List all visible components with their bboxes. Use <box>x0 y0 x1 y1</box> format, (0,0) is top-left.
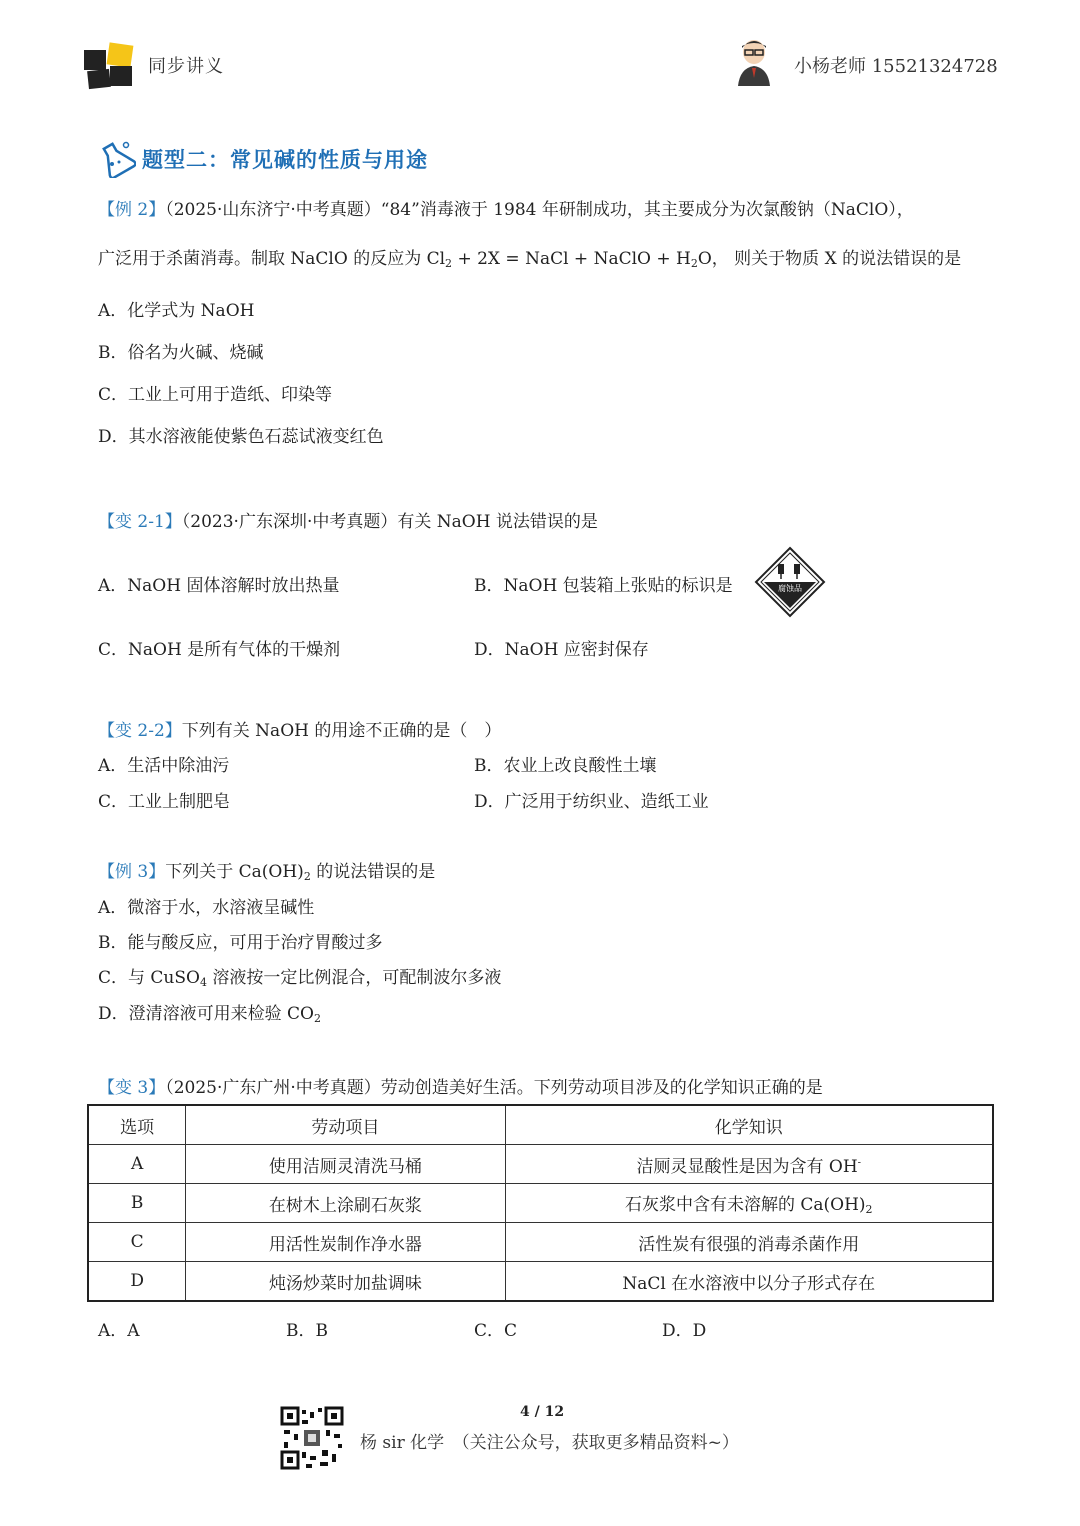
hazard-label: 腐蚀品 <box>778 584 802 593</box>
ex2-option-c: C．工业上可用于造纸、印染等 <box>98 385 333 405</box>
v22-tag: 【变 2-2】 <box>98 721 182 741</box>
v21-option-d: D．NaOH 应密封保存 <box>474 640 649 660</box>
table-header-cell: 化学知识 <box>505 1105 993 1145</box>
table-cell-sup: - <box>857 1156 862 1168</box>
ex2-tag: 【例 2】 <box>98 200 166 220</box>
ex3-question <box>98 857 435 883</box>
table-cell: 在树木上涂刷石灰浆 <box>186 1184 505 1223</box>
ex3-option-c-a: C．与 CuSO <box>98 968 200 988</box>
v22-text: 下列有关 NaOH 的用途不正确的是（ ） <box>181 721 502 741</box>
table-row <box>88 1145 993 1184</box>
table-cell-text: 石灰浆中含有未溶解的 Ca(OH) <box>624 1195 866 1215</box>
table-cell: 使用洁厕灵清洗马桶 <box>186 1145 505 1184</box>
ex2-line1 <box>98 195 914 220</box>
ex2-line2-sub2: 2 <box>690 257 698 270</box>
ex3-text-a: 下列关于 Ca(OH) <box>165 862 304 882</box>
table-cell <box>505 1145 993 1184</box>
ex2-line2-a: 广泛用于杀菌消毒。制取 NaClO 的反应为 Cl <box>98 249 446 269</box>
ex2-text1: （2025·山东济宁·中考真题）“84”消毒液于 1984 年研制成功，其主要成分为次氯酸钠（NaClO）， <box>165 200 914 220</box>
ex3-option-d-sub: 2 <box>313 1012 321 1025</box>
footer-text: 杨 sir 化学 （关注公众号，获取更多精品资料~） <box>360 1433 739 1453</box>
v21-tag: 【变 2-1】 <box>98 512 182 532</box>
table-cell: 活性炭有很强的消毒杀菌作用 <box>505 1223 993 1262</box>
v21-option-b: B．NaOH 包装箱上张贴的标识是 <box>474 576 733 596</box>
ex2-option-b: B．俗名为火碱、烧碱 <box>98 343 264 363</box>
ex2-option-d: D．其水溶液能使紫色石蕊试液变红色 <box>98 427 384 447</box>
ex3-text-sub: 2 <box>303 870 311 883</box>
ex3-option-c-b: 溶液按一定比例混合，可配制波尔多液 <box>206 968 502 988</box>
ex3-tag: 【例 3】 <box>98 862 166 882</box>
v3-text: （2025·广东广州·中考真题）劳动创造美好生活。下列劳动项目涉及的化学知识正确的是 <box>165 1078 823 1098</box>
corrosive-hazard-icon <box>754 546 826 618</box>
page-number: 4 / 12 <box>520 1404 565 1420</box>
qr-code-icon <box>280 1406 344 1470</box>
ex2-line2 <box>98 244 961 270</box>
table-cell: B <box>88 1184 186 1223</box>
v22-option-b: B．农业上改良酸性土壤 <box>474 756 657 776</box>
header-teacher: 小杨老师 15521324728 <box>794 56 998 77</box>
table-header-row <box>88 1105 993 1145</box>
v3-answer-a: A．A <box>98 1321 140 1341</box>
table-row <box>88 1262 993 1302</box>
v22-option-c: C．工业上制肥皂 <box>98 792 231 812</box>
ex3-option-a: A．微溶于水，水溶液呈碱性 <box>98 898 315 918</box>
ex3-text-b: 的说法错误的是 <box>310 862 436 882</box>
ex3-option-d-a: D．澄清溶液可用来检验 CO <box>98 1004 314 1024</box>
v3-answer-d: D．D <box>662 1321 707 1341</box>
table-header-cell: 选项 <box>88 1105 186 1145</box>
table-cell: NaCl 在水溶液中以分子形式存在 <box>505 1262 993 1302</box>
table-row <box>88 1223 993 1262</box>
v3-answer-c: C．C <box>474 1321 518 1341</box>
table-cell: A <box>88 1145 186 1184</box>
v22-question <box>98 716 501 741</box>
table-row <box>88 1184 993 1223</box>
ex3-option-c <box>98 963 501 989</box>
v21-option-a: A．NaOH 固体溶解时放出热量 <box>98 576 340 596</box>
v3-tag: 【变 3】 <box>98 1078 166 1098</box>
ex2-line2-b: + 2X = NaCl + NaClO + H <box>452 249 691 269</box>
v3-question <box>98 1073 823 1098</box>
table-cell: 用活性炭制作净水器 <box>186 1223 505 1262</box>
ex3-option-c-sub: 4 <box>199 976 207 989</box>
ex3-option-d <box>98 999 321 1025</box>
v22-option-a: A．生活中除油污 <box>98 756 230 776</box>
table-cell-text: 洁厕灵显酸性是因为含有 OH <box>636 1156 858 1177</box>
section-title: 题型二：常见碱的性质与用途 <box>142 148 428 172</box>
table-cell: C <box>88 1223 186 1262</box>
ex3-option-b: B．能与酸反应，可用于治疗胃酸过多 <box>98 933 383 953</box>
flask-icon <box>96 138 136 178</box>
v22-option-d: D．广泛用于纺织业、造纸工业 <box>474 792 709 812</box>
v21-option-c: C．NaOH 是所有气体的干燥剂 <box>98 640 341 660</box>
v21-text: （2023·广东深圳·中考真题）有关 NaOH 说法错误的是 <box>181 512 598 532</box>
table-cell <box>505 1184 993 1223</box>
v3-table <box>87 1104 994 1302</box>
table-cell: D <box>88 1262 186 1302</box>
table-cell: 炖汤炒菜时加盐调味 <box>186 1262 505 1302</box>
table-header-cell: 劳动项目 <box>186 1105 505 1145</box>
ex2-option-a: A．化学式为 NaOH <box>98 301 255 321</box>
v3-answer-b: B．B <box>286 1321 328 1341</box>
header-title: 同步讲义 <box>148 56 224 77</box>
teacher-avatar-icon <box>734 38 774 86</box>
ex2-line2-c: O， 则关于物质 X 的说法错误的是 <box>697 249 962 269</box>
v21-question <box>98 507 598 532</box>
brand-logo-icon <box>82 42 136 90</box>
ex2-line2-sub1: 2 <box>445 257 453 270</box>
table-cell-sub: 2 <box>865 1203 873 1216</box>
